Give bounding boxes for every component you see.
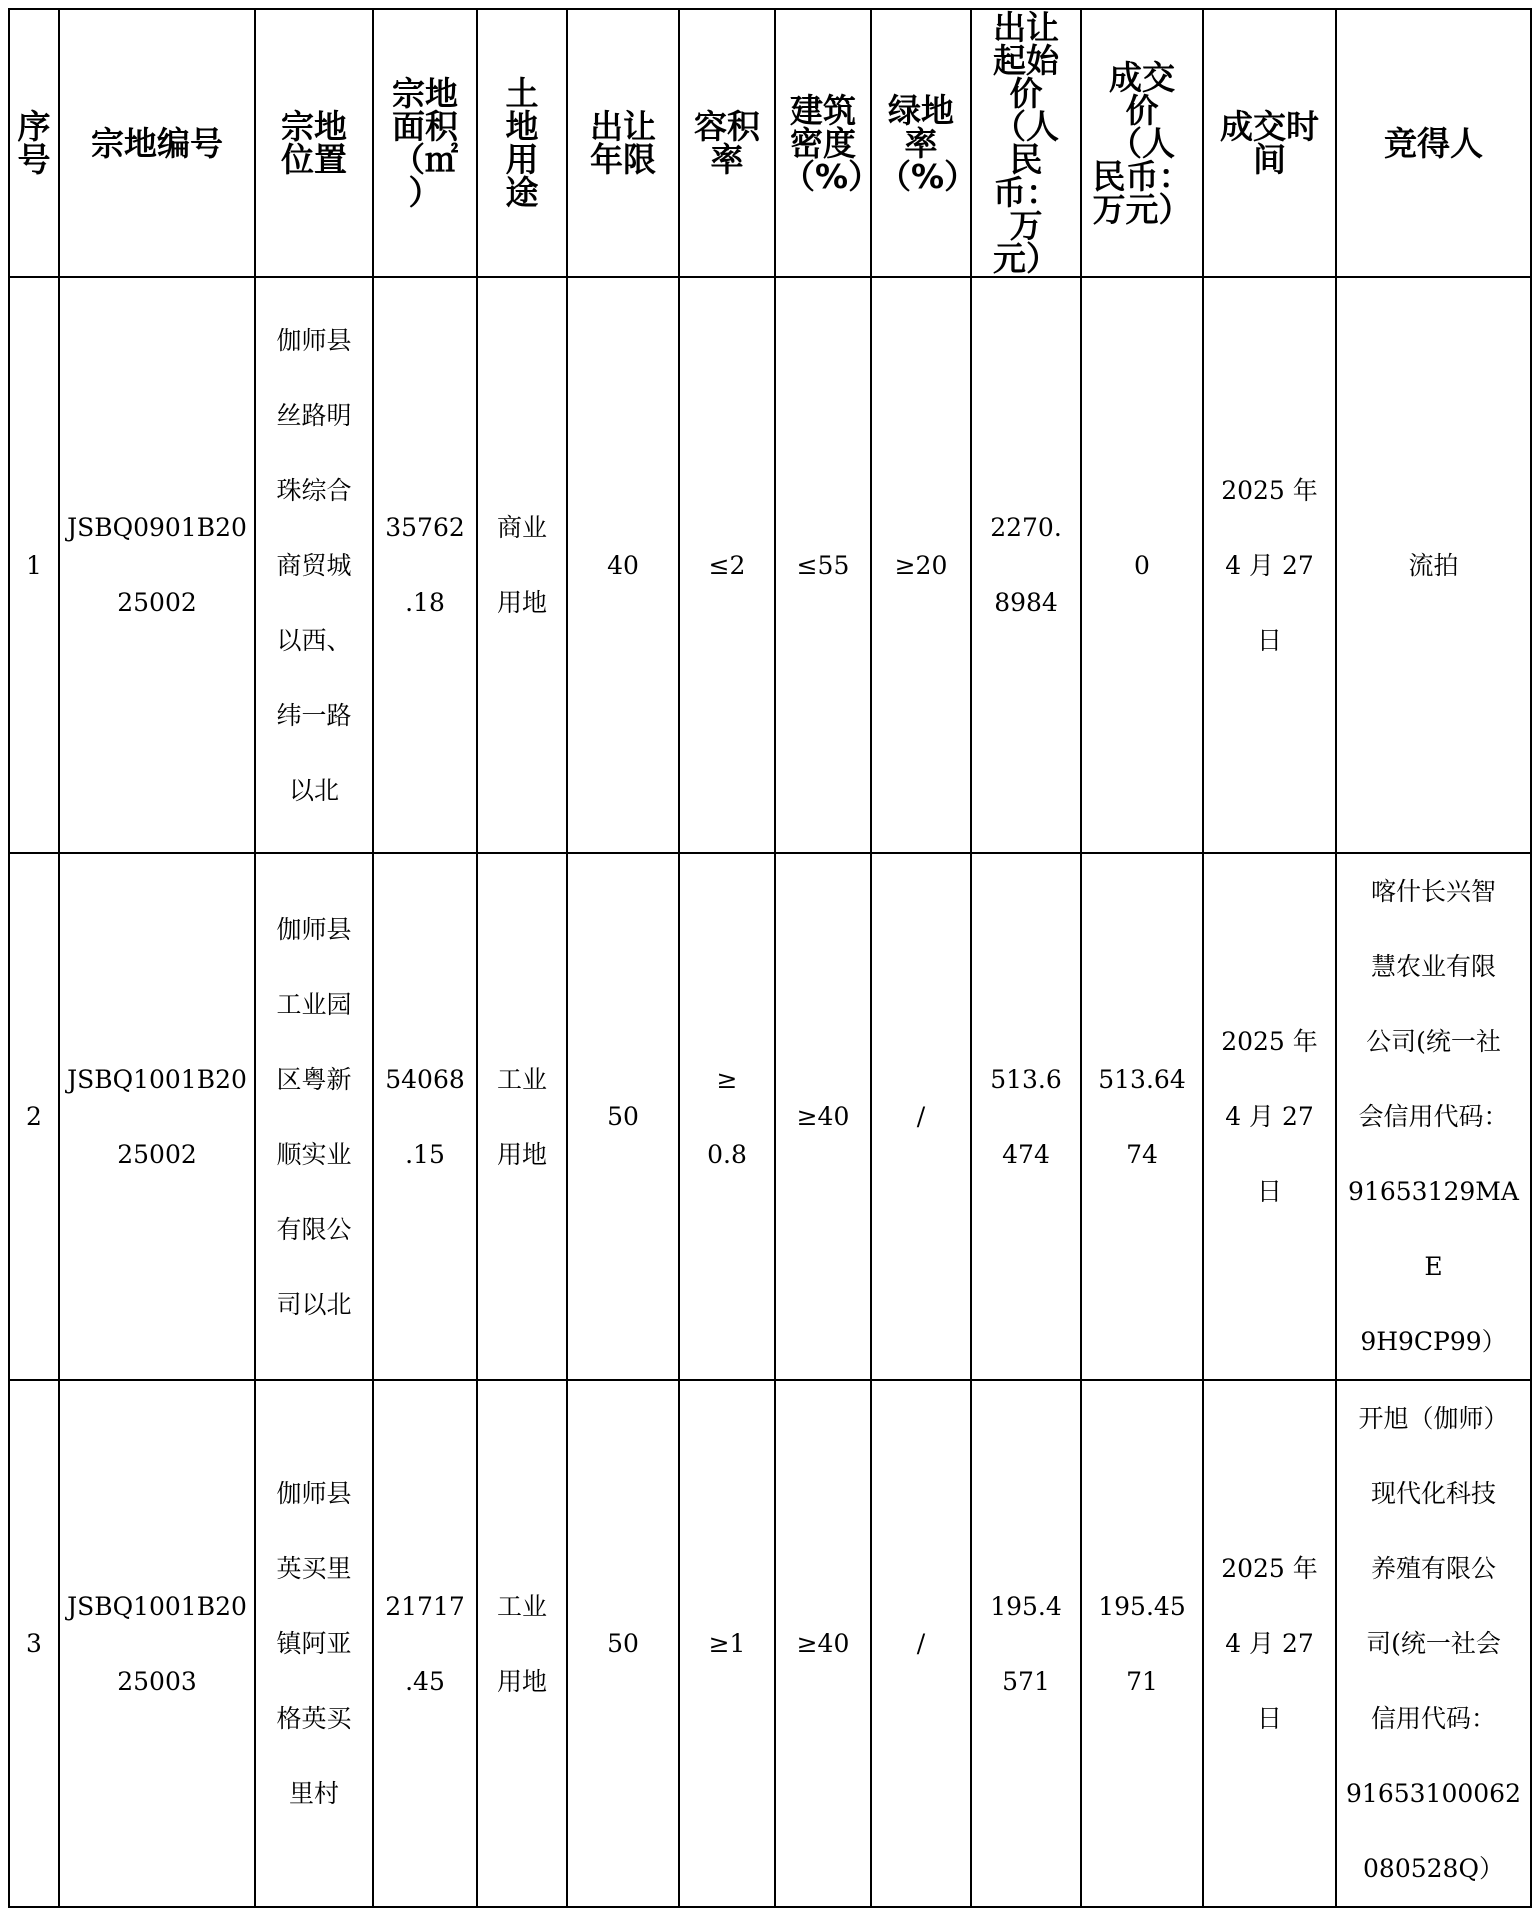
cell-land-use: 工业 用地 [477, 1380, 567, 1907]
cell-deal-time: 2025 年 4 月 27 日 [1203, 277, 1336, 853]
cell-deal-price: 195.45 71 [1081, 1380, 1203, 1907]
cell-index: 1 [9, 277, 59, 853]
cell-index: 2 [9, 853, 59, 1380]
header-winner: 竞得人 [1336, 9, 1531, 277]
cell-plot-ratio: ≥1 [679, 1380, 775, 1907]
cell-winner: 喀什长兴智 慧农业有限 公司(统一社 会信用代码： 91653129MAE 9H9CP99） [1336, 853, 1531, 1380]
cell-term: 40 [567, 277, 679, 853]
cell-deal-time: 2025 年 4 月 27 日 [1203, 1380, 1336, 1907]
cell-location: 伽师县 工业园 区粤新 顺实业 有限公 司以北 [255, 853, 373, 1380]
header-term: 出让 年限 [567, 9, 679, 277]
cell-deal-price: 513.64 74 [1081, 853, 1203, 1380]
header-land-use: 土 地 用 途 [477, 9, 567, 277]
table-row [9, 853, 1531, 1380]
cell-index: 3 [9, 1380, 59, 1907]
cell-parcel-code: JSBQ1001B20 25003 [59, 1380, 255, 1907]
header-building-density: 建筑 密度 （%） [775, 9, 871, 277]
cell-winner: 流拍 [1336, 277, 1531, 853]
land-transfer-table [8, 8, 1532, 1908]
cell-building-density: ≥40 [775, 1380, 871, 1907]
cell-starting-price: 195.4 571 [971, 1380, 1081, 1907]
cell-land-use: 工业 用地 [477, 853, 567, 1380]
cell-winner: 开旭（伽师） 现代化科技 养殖有限公 司(统一社会 信用代码： 91653100062 080528Q） [1336, 1380, 1531, 1907]
cell-land-use: 商业 用地 [477, 277, 567, 853]
table-row [9, 1380, 1531, 1907]
header-area: 宗地 面积 （㎡ ） [373, 9, 477, 277]
cell-location: 伽师县 英买里 镇阿亚 格英买 里村 [255, 1380, 373, 1907]
cell-green-ratio: ≥20 [871, 277, 971, 853]
cell-deal-time: 2025 年 4 月 27 日 [1203, 853, 1336, 1380]
cell-plot-ratio: ≤2 [679, 277, 775, 853]
cell-plot-ratio: ≥ 0.8 [679, 853, 775, 1380]
cell-area: 35762 .18 [373, 277, 477, 853]
header-index: 序 号 [9, 9, 59, 277]
header-starting-price: 出让 起始 价 （人 民 币： 万 元） [971, 9, 1081, 277]
header-parcel-code: 宗地编号 [59, 9, 255, 277]
cell-location: 伽师县 丝路明 珠综合 商贸城 以西、 纬一路 以北 [255, 277, 373, 853]
table-row [9, 277, 1531, 853]
cell-parcel-code: JSBQ0901B20 25002 [59, 277, 255, 853]
header-row [9, 9, 1531, 277]
cell-green-ratio: / [871, 1380, 971, 1907]
cell-building-density: ≤55 [775, 277, 871, 853]
header-plot-ratio: 容积 率 [679, 9, 775, 277]
cell-term: 50 [567, 853, 679, 1380]
header-deal-price: 成交 价 （人 民币： 万元） [1081, 9, 1203, 277]
cell-term: 50 [567, 1380, 679, 1907]
header-green-ratio: 绿地 率 （%） [871, 9, 971, 277]
cell-green-ratio: / [871, 853, 971, 1380]
cell-area: 54068 .15 [373, 853, 477, 1380]
header-deal-time: 成交时 间 [1203, 9, 1336, 277]
cell-deal-price: 0 [1081, 277, 1203, 853]
cell-parcel-code: JSBQ1001B20 25002 [59, 853, 255, 1380]
header-location: 宗地 位置 [255, 9, 373, 277]
cell-area: 21717 .45 [373, 1380, 477, 1907]
cell-building-density: ≥40 [775, 853, 871, 1380]
cell-starting-price: 2270. 8984 [971, 277, 1081, 853]
cell-starting-price: 513.6 474 [971, 853, 1081, 1380]
